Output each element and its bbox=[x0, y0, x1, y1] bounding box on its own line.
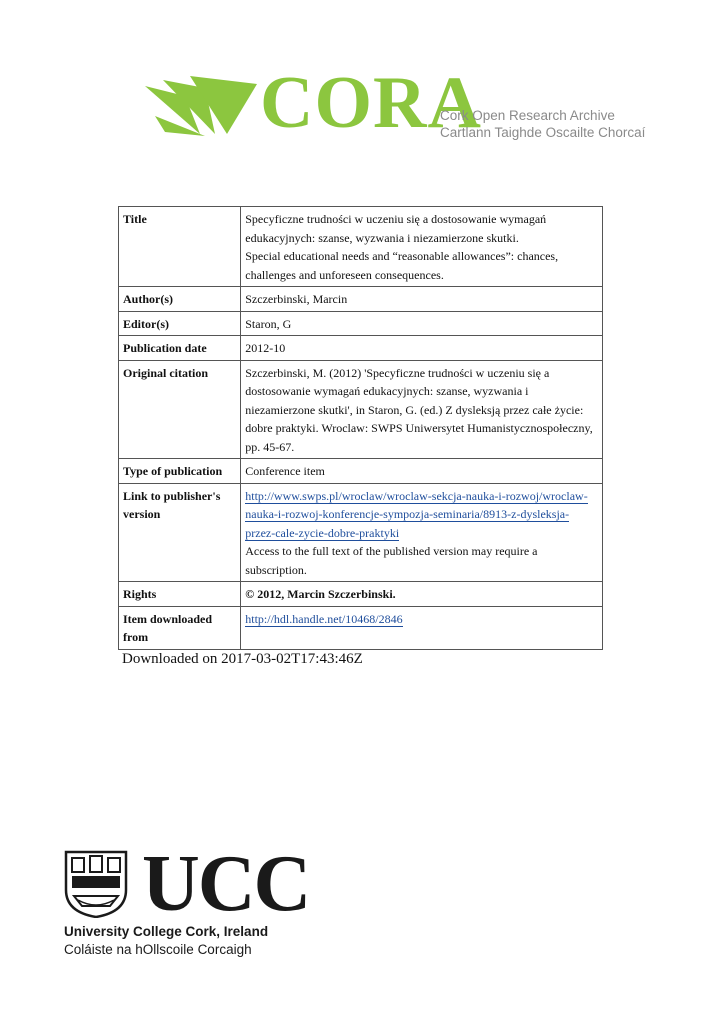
ucc-wordmark: UCC bbox=[142, 840, 310, 928]
row-item-downloaded bbox=[119, 606, 603, 649]
label-line: from bbox=[123, 630, 149, 644]
citation-line: pp. 45-67. bbox=[245, 439, 295, 454]
publisher-link[interactable]: przez-cale-zycie-dobre-praktyki bbox=[245, 525, 400, 540]
label-authors: Author(s) bbox=[119, 287, 241, 312]
label-editors: Editor(s) bbox=[119, 311, 241, 336]
label-line: version bbox=[123, 507, 161, 521]
cora-wordmark: CORA bbox=[260, 62, 482, 144]
citation-line: dobre praktyki. Wroclaw: SWPS Uniwersytet Humanistycznospołeczny, bbox=[245, 421, 593, 435]
handle-link[interactable]: http://hdl.handle.net/10468/2846 bbox=[245, 611, 403, 626]
label-rights: Rights bbox=[119, 582, 241, 607]
title-line: challenges and unforeseen consequences. bbox=[245, 267, 444, 282]
access-note: Access to the full text of the published version may require a bbox=[245, 544, 538, 558]
row-publisher-link bbox=[119, 483, 603, 582]
access-note: subscription. bbox=[245, 562, 307, 577]
label-publisher-link bbox=[119, 483, 241, 582]
metadata-table bbox=[118, 206, 603, 650]
row-publication-date bbox=[119, 336, 603, 361]
value-type: Conference item bbox=[241, 459, 603, 484]
label-publication-date: Publication date bbox=[119, 336, 241, 361]
ucc-crest-icon bbox=[64, 850, 128, 918]
value-authors: Szczerbinski, Marcin bbox=[241, 287, 603, 312]
value-title bbox=[241, 207, 603, 287]
row-type bbox=[119, 459, 603, 484]
title-line: Special educational needs and “reasonable allowances”: chances, bbox=[245, 249, 559, 263]
publisher-link[interactable]: nauka-i-rozwoj-konferencje-sympozja-seminaria/8913-z-dysleksja- bbox=[245, 507, 570, 521]
cora-leaf-icon bbox=[145, 76, 265, 138]
downloaded-timestamp: Downloaded on 2017-03-02T17:43:46Z bbox=[122, 651, 363, 667]
value-rights: © 2012, Marcin Szczerbinski. bbox=[241, 582, 603, 607]
value-citation bbox=[241, 360, 603, 459]
value-editors: Staron, G bbox=[241, 311, 603, 336]
cora-logo bbox=[145, 62, 646, 146]
citation-line: dostosowanie wymagań edukacyjnych: szanse, wyzwania i bbox=[245, 384, 529, 398]
cora-subtitle-english: Cork Open Research Archive bbox=[440, 108, 615, 123]
value-publication-date: 2012-10 bbox=[241, 336, 603, 361]
publisher-link[interactable]: http://www.swps.pl/wroclaw/wroclaw-sekcja-nauka-i-rozwoj/wroclaw- bbox=[245, 488, 588, 503]
ucc-logo bbox=[64, 840, 324, 970]
row-editors bbox=[119, 311, 603, 336]
label-type: Type of publication bbox=[119, 459, 241, 484]
label-item-downloaded bbox=[119, 606, 241, 649]
row-title bbox=[119, 207, 603, 287]
label-citation: Original citation bbox=[119, 360, 241, 459]
label-line: Item downloaded bbox=[123, 611, 213, 626]
ucc-university-name: University College Cork, Ireland bbox=[64, 924, 269, 939]
row-citation bbox=[119, 360, 603, 459]
cora-subtitle-irish: Cartlann Taighde Oscailte Chorcaí bbox=[440, 125, 646, 140]
row-rights bbox=[119, 582, 603, 607]
row-authors bbox=[119, 287, 603, 312]
value-publisher-link bbox=[241, 483, 603, 582]
citation-line: niezamierzone skutki', in Staron, G. (ed.) Z dysleksją przez całe życie: bbox=[245, 402, 584, 417]
citation-line: Szczerbinski, M. (2012) 'Specyficzne trudności w uczeniu się a bbox=[245, 365, 550, 380]
title-line: edukacyjnych: szanse, wyzwania i niezamierzone skutki. bbox=[245, 230, 519, 245]
label-line: Link to publisher's bbox=[123, 488, 221, 503]
title-line: Specyficzne trudności w uczeniu się a dostosowanie wymagań bbox=[245, 212, 547, 226]
label-title: Title bbox=[119, 207, 241, 287]
ucc-irish-name: Coláiste na hOllscoile Corcaigh bbox=[64, 942, 252, 957]
value-item-downloaded bbox=[241, 606, 603, 649]
